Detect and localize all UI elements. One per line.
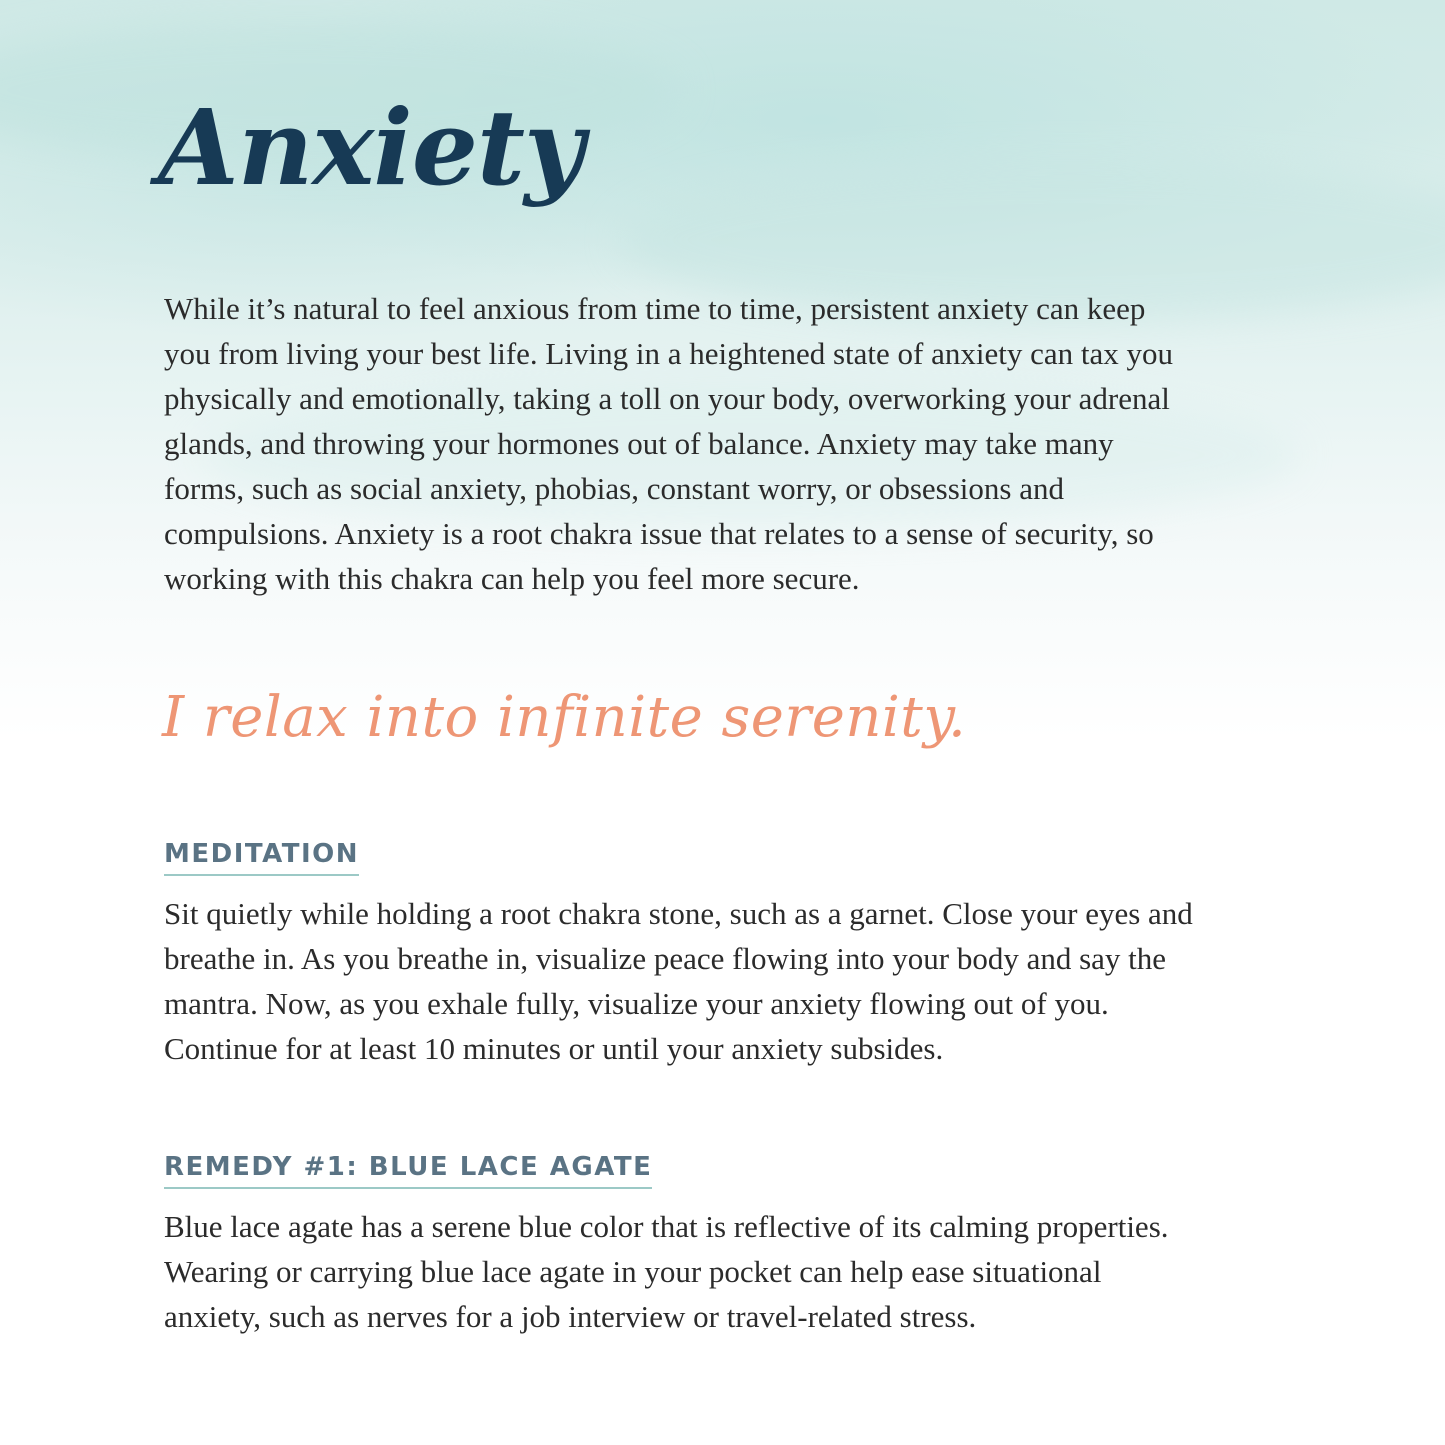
intro-paragraph: While it’s natural to feel anxious from time to time, persistent anxiety can keep you from living your best life. Living in a heightened state of anxiety can tax you physically and emotionally, taking a toll on your body, overworking your adrenal glands, and throwing your hormones out of balance. Anxiety may take many forms, such as social anxiety, phobias, constant worry, or obsessions and compulsions. Anxiety is a root chakra issue that relates to a sense of security, so working with this chakra can help you feel more secure. <box>164 291 1173 596</box>
remedy-heading: REMEDY #1: BLUE LACE AGATE <box>164 1151 652 1189</box>
remedy-paragraph: Blue lace agate has a serene blue color that is reflective of its calming properties. Wearing or carrying blue lace agate in your pocket can help ease situational anxiety, such as nerves for a job interview or travel-related stress. <box>164 1209 1169 1334</box>
meditation-paragraph: Sit quietly while holding a root chakra stone, such as a garnet. Close your eyes and breathe in. As you breathe in, visualize peace flowing into your body and say the mantra. Now, as you exhale fully, visualize your anxiety flowing out of you. Continue for at least 10 minutes or until your anxiety subsides. <box>164 896 1193 1066</box>
meditation-heading: MEDITATION <box>164 838 359 876</box>
page-title: Anxiety <box>158 86 584 209</box>
mantra: I relax into infinite serenity. <box>162 685 967 750</box>
